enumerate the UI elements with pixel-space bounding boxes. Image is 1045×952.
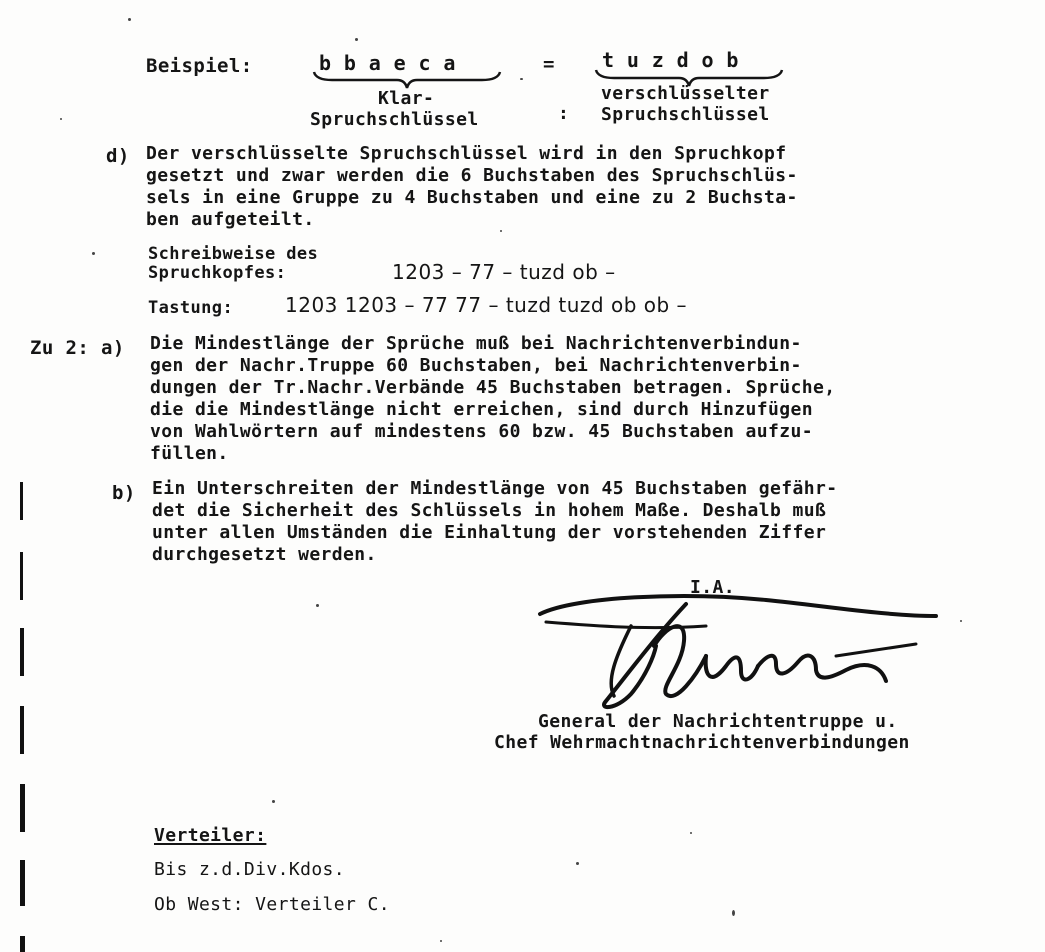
distribution-heading: Verteiler:: [154, 825, 267, 846]
scan-speck: [960, 620, 962, 622]
scan-speck: [500, 230, 502, 232]
scan-speck: [520, 78, 523, 80]
margin-mark: [20, 936, 25, 952]
equals-sign: =: [543, 53, 555, 75]
margin-mark: [20, 628, 24, 676]
item-2b-marker: b): [112, 482, 136, 504]
scan-speck: [60, 118, 62, 120]
encrypted-key: t u z d o b: [602, 48, 739, 72]
scan-speck: [690, 832, 692, 834]
scan-speck: [92, 252, 95, 255]
caption-colon: :: [558, 103, 570, 124]
signature-prefix: I.A.: [690, 577, 735, 598]
item-d-line: Der verschlüsselte Spruchschlüssel wird in den Spruchkopf: [146, 143, 787, 164]
scan-speck: [128, 18, 131, 21]
item-d-line: gesetzt und zwar werden die 6 Buchstaben des Spruchschlüs-: [146, 165, 798, 186]
margin-mark: [20, 706, 24, 754]
clear-key-brace: [312, 70, 502, 90]
handwritten-signature: [536, 586, 946, 716]
margin-mark: [20, 784, 25, 832]
scan-speck: [316, 604, 319, 607]
scan-speck: [732, 910, 735, 916]
scan-speck: [272, 800, 275, 803]
margin-mark: [20, 552, 23, 600]
item-d-line: sels in eine Gruppe zu 4 Buchstaben und eine zu 2 Buchsta-: [146, 187, 798, 208]
clear-caption-line-1: Klar-: [378, 88, 435, 109]
keying-label: Tastung:: [148, 298, 234, 318]
item-2a-line: gen der Nachr.Truppe 60 Buchstaben, bei Nachrichtenverbin-: [150, 355, 802, 376]
scan-speck: [576, 862, 579, 865]
keying-value: 1203 1203 – 77 77 – tuzd tuzd ob ob –: [285, 293, 688, 317]
example-label: Beispiel:: [146, 55, 253, 77]
signature-title-line-2: Chef Wehrmachtnachrichtenverbindungen: [494, 732, 910, 753]
distribution-line-1: Bis z.d.Div.Kdos.: [154, 859, 346, 880]
header-label-line-2: Spruchkopfes:: [148, 263, 287, 283]
item-2a-line: von Wahlwörtern auf mindestens 60 bzw. 45 Buchstaben aufzu-: [150, 421, 813, 442]
signature-title-line-1: General der Nachrichtentruppe u.: [538, 711, 898, 732]
margin-mark: [20, 860, 25, 906]
clear-caption-line-2: Spruchschlüssel: [310, 109, 479, 130]
clear-key: b b a e c a: [319, 51, 456, 75]
header-value: 1203 – 77 – tuzd ob –: [392, 260, 616, 284]
item-2b-line: Ein Unterschreiten der Mindestlänge von 45 Buchstaben gefähr-: [152, 478, 838, 499]
item-d-marker: d): [106, 145, 130, 167]
item-2a-marker: Zu 2: a): [30, 337, 125, 359]
header-label-line-1: Schreibweise des: [148, 244, 319, 264]
item-d-line: ben aufgeteilt.: [146, 209, 315, 230]
scan-speck: [355, 38, 358, 41]
item-2a-line: dungen der Tr.Nachr.Verbände 45 Buchstaben betragen. Sprüche,: [150, 377, 836, 398]
encrypted-caption-line-1: verschlüsselter: [601, 83, 770, 104]
margin-mark: [20, 482, 23, 520]
item-2b-line: det die Sicherheit des Schlüssels in hohem Maße. Deshalb muß: [152, 500, 827, 521]
item-2a-line: füllen.: [150, 443, 229, 464]
encrypted-caption-line-2: Spruchschlüssel: [601, 104, 770, 125]
item-2a-line: Die Mindestlänge der Sprüche muß bei Nachrichtenverbindun-: [150, 333, 802, 354]
scan-speck: [440, 940, 442, 942]
distribution-line-2: Ob West: Verteiler C.: [154, 894, 390, 915]
item-2b-line: durchgesetzt werden.: [152, 544, 377, 565]
item-2b-line: unter allen Umständen die Einhaltung der vorstehenden Ziffer: [152, 522, 827, 543]
item-2a-line: die die Mindestlänge nicht erreichen, sind durch Hinzufügen: [150, 399, 813, 420]
